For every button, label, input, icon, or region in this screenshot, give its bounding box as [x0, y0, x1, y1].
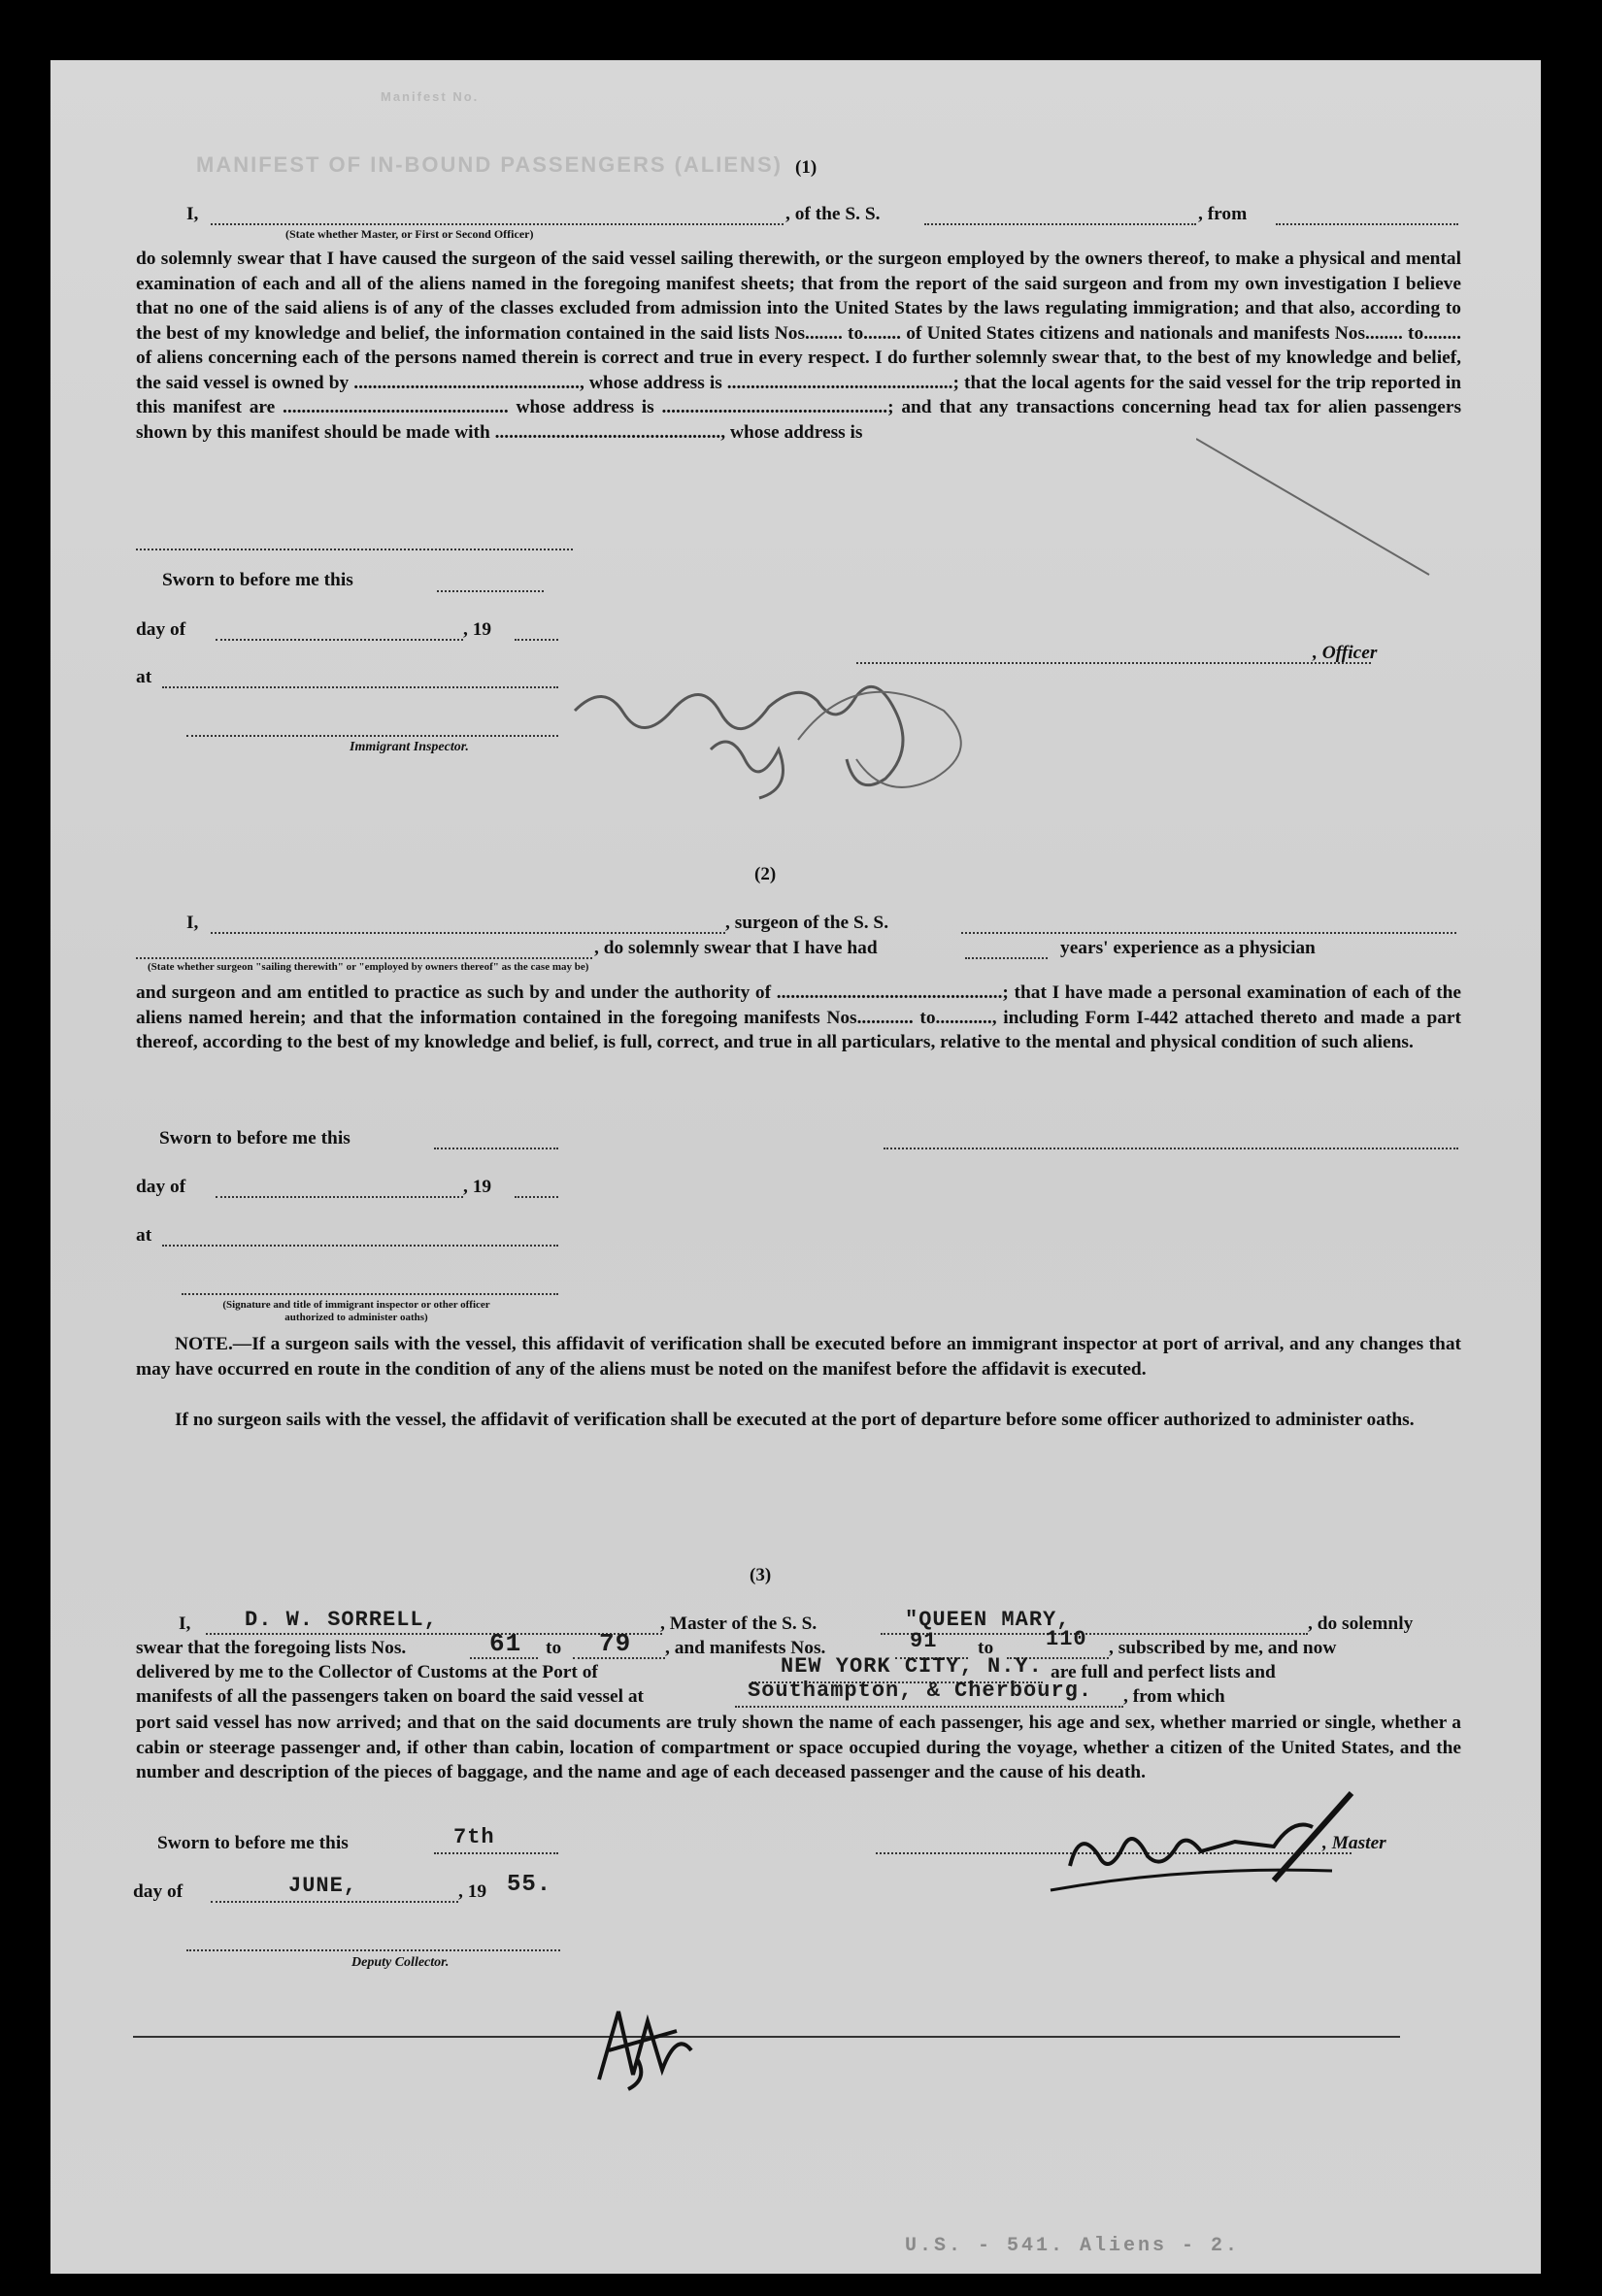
s3-are-full: are full and perfect lists and — [1051, 1662, 1276, 1682]
ghost-header: MANIFEST OF IN-BOUND PASSENGERS (ALIENS) — [196, 152, 783, 177]
s1-day-line — [216, 639, 463, 641]
s1-from: , from — [1198, 204, 1248, 224]
s3-day-of: day of — [133, 1881, 184, 1902]
s2-years-line — [965, 957, 1048, 959]
s2-at-line — [162, 1245, 558, 1247]
s2-experience: years' experience as a physician — [1060, 938, 1316, 958]
s3-master-line — [206, 1633, 662, 1635]
s3-swear-lists: swear that the foregoing lists Nos. — [136, 1638, 407, 1658]
s1-address-line — [136, 549, 573, 550]
s3-port: NEW YORK CITY, N.Y. — [781, 1654, 1043, 1679]
s2-note-2: If no surgeon sails with the vessel, the affidavit of verification shall be executed at the port of departure before some officer authorized to administer oaths. — [175, 1410, 1415, 1430]
s3-month: JUNE, — [288, 1874, 358, 1898]
s3-delivered: delivered by me to the Collector of Customs at the Port of — [136, 1662, 598, 1682]
s3-manifests-to: 110 — [1046, 1627, 1087, 1651]
s3-solemnly: , do solemnly — [1308, 1614, 1414, 1634]
s1-sworn: Sworn to before me this — [162, 570, 353, 590]
s3-from-which: , from which — [1123, 1686, 1225, 1707]
s1-ship-line — [924, 223, 1196, 225]
s3-to1: to — [546, 1638, 562, 1658]
s3-to2: to — [978, 1638, 994, 1658]
master-signature — [1041, 1788, 1361, 1895]
s1-inspector-caption: Immigrant Inspector. — [350, 740, 469, 754]
s1-officer-caption: (State whether Master, or First or Second Officer) — [285, 227, 534, 241]
s2-surgeon-of: , surgeon of the S. S. — [725, 913, 889, 933]
bottom-rule — [133, 2036, 1400, 2038]
section-3-number: (3) — [750, 1565, 772, 1585]
s3-ports-departure: Southampton, & Cherbourg. — [748, 1679, 1093, 1703]
s3-body: port said vessel has now arrived; and that on the said documents are truly shown the name of each passenger, his age and sex, whether married or single, whether a cabin or steerage passenger and, if other than cabin, location of compartment or space occupied during the voyage, whether a citizen of the United States, and the number and description of the pieces of baggage, and the name and age of each deceased passenger and the cause of his death. — [136, 1713, 1461, 1782]
footer-form-number: U.S. - 541. Aliens - 2. — [905, 2235, 1241, 2257]
s1-year: , 19 — [463, 619, 492, 640]
s2-inspector-line — [182, 1293, 558, 1295]
s2-sworn: Sworn to before me this — [159, 1128, 350, 1148]
bottom-scribble — [580, 1992, 716, 2099]
inspector-signature — [565, 643, 1012, 808]
s3-ship-name: "QUEEN MARY, — [905, 1608, 1071, 1632]
s3-collector-line — [186, 1949, 560, 1951]
diagonal-stroke — [1196, 429, 1439, 584]
s3-lists-from: 61 — [489, 1629, 522, 1658]
s1-year-line — [515, 639, 558, 641]
s3-sworn-day: 7th — [453, 1825, 495, 1849]
s1-day-of: day of — [136, 619, 186, 640]
s2-ship-line — [961, 932, 1456, 934]
s3-i-label: I, — [179, 1614, 191, 1634]
s3-collector-caption: Deputy Collector. — [351, 1955, 450, 1970]
s2-i-label: I, — [186, 913, 199, 933]
s2-at: at — [136, 1225, 152, 1246]
s2-swear: , do solemnly swear that I have had — [594, 938, 878, 958]
s2-sig-caption: (Signature and title of immigrant inspector or other officer authorized to administer oaths) — [222, 1299, 490, 1323]
ghost-label: Manifest No. — [381, 89, 480, 104]
s3-lists-to: 79 — [599, 1629, 632, 1658]
s3-year-prefix: , 19 — [458, 1881, 487, 1902]
s2-capacity-line — [136, 957, 592, 959]
s3-sworn-line — [434, 1852, 558, 1854]
s3-master: , Master — [1322, 1833, 1386, 1853]
s2-day-of: day of — [136, 1177, 186, 1197]
s1-sworn-line — [437, 590, 544, 592]
s2-year: , 19 — [463, 1177, 492, 1197]
s1-at: at — [136, 667, 152, 687]
s1-officer-line — [211, 223, 784, 225]
s3-subscribed: , subscribed by me, and now — [1109, 1638, 1337, 1658]
s2-name-line — [211, 932, 725, 934]
s2-body: and surgeon and am entitled to practice as such by and under the authority of ................................................; that I have made a personal examination of each of the aliens named herein; and that the information contained in the foregoing manifests Nos............ to............, including Form I-442 attached thereto and made a part thereof, according to the best of my knowledge and belief, is full, correct, and true in all particulars, relative to the mental and physical condition of such aliens. — [136, 982, 1461, 1052]
s2-note-1: NOTE.—If a surgeon sails with the vessel, this affidavit of verification shall be executed before an immigrant inspector at port of arrival, and any changes that may have occurred en route in the condition of any of the aliens must be noted on the manifest before the affidavit is executed. — [136, 1334, 1461, 1380]
section-1-number: (1) — [795, 157, 818, 178]
s3-departure-line — [735, 1706, 1123, 1708]
s3-month-line — [211, 1901, 458, 1903]
s1-from-line — [1276, 223, 1458, 225]
s3-master-name: D. W. SORRELL, — [245, 1608, 438, 1632]
s2-year-line — [515, 1196, 558, 1198]
s1-of-ss: , of the S. S. — [785, 204, 881, 224]
s2-day-line — [216, 1196, 463, 1198]
s3-year-suffix: 55. — [507, 1872, 552, 1898]
section-2-number: (2) — [754, 864, 777, 884]
s1-body: do solemnly swear that I have caused the surgeon of the said vessel sailing therewith, or the surgeon employed by the owners thereof, to make a physical and mental examination of each and all of the aliens named in the foregoing manifest sheets; that from the report of the said surgeon and from my own investigation I believe that no one of the said aliens is of any of the classes excluded from admission into the United States by the laws regulating immigration; and that also, according to the best of my knowledge and belief, the information contained in the said lists Nos........ to........ of United States citizens and nationals and manifests Nos........ to........ of aliens concerning each of the persons named therein is correct and true in every respect. I do further solemnly swear that, to the best of my knowledge and belief, the said vessel is owned by ................................................, whose address is ................................................; that the local agents for the said vessel for the trip reported in this manifest are ................................................ whose address is ................................................; and that any transactions concerning head tax for alien passengers shown by this manifest should be made with ................................................, whose address is — [136, 249, 1461, 443]
s3-manifests-from: 91 — [910, 1629, 938, 1653]
s1-inspector-line — [186, 735, 558, 737]
s2-sworn-line — [434, 1148, 558, 1149]
s1-at-line — [162, 686, 558, 688]
document-page — [50, 60, 1541, 2274]
s1-officer: , Officer — [1313, 643, 1378, 663]
s2-sig-line-right — [884, 1148, 1458, 1149]
s1-i-label: I, — [186, 204, 199, 224]
s3-sworn: Sworn to before me this — [157, 1833, 349, 1853]
s3-master-of: , Master of the S. S. — [660, 1614, 818, 1634]
s2-surgeon-caption: (State whether surgeon "sailing therewith" or "employed by owners thereof" as the case may be) — [148, 961, 589, 973]
s3-ship-line — [881, 1633, 1308, 1635]
s3-manifests-line: manifests of all the passengers taken on board the said vessel at — [136, 1686, 645, 1707]
s3-and-manifests: , and manifests Nos. — [665, 1638, 826, 1658]
